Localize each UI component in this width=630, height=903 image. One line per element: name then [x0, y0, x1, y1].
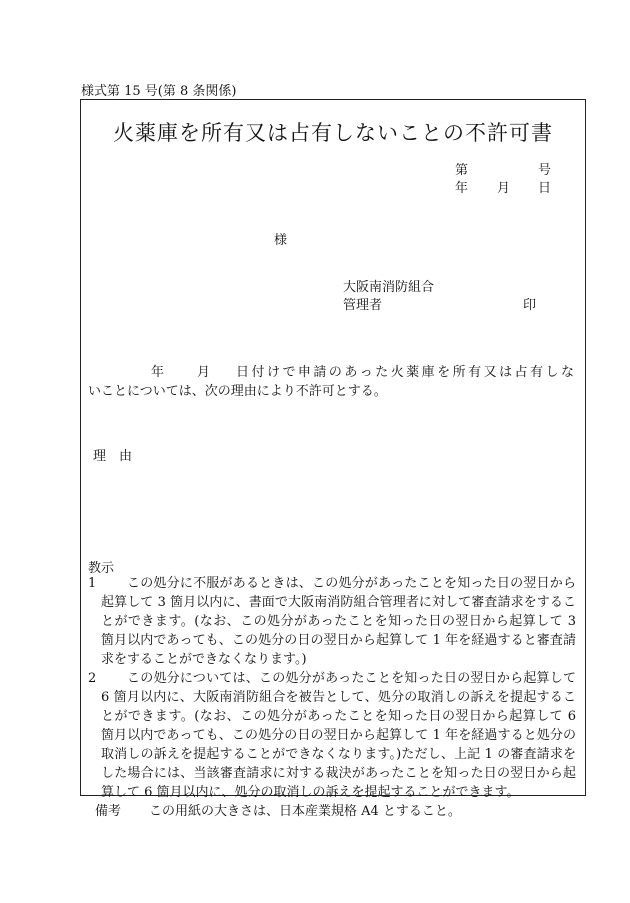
document-title: 火薬庫を所有又は占有しないことの不許可書	[113, 121, 553, 145]
date-year-label: 年	[455, 181, 469, 196]
body-line-2: いことについては、次の理由により不許可とする。	[88, 384, 387, 399]
date-day-label: 日	[538, 181, 552, 196]
form-number-label: 様式第 15 号(第 8 条関係)	[81, 84, 237, 99]
instruction-item-number: 2	[88, 671, 97, 686]
body-year-label: 年	[151, 365, 165, 380]
instruction-item-number: 1	[88, 576, 97, 591]
issuer-organization: 大阪南消防組合	[343, 280, 435, 295]
addressee-suffix: 様	[274, 233, 288, 248]
number-prefix: 第	[455, 163, 469, 178]
reason-label: 理 由	[93, 449, 133, 464]
instruction-item-text: この処分については、この処分があったことを知った日の翌日から起算して 6 箇月以内に、大阪南消防組合を被告として、処分の取消しの訴えを提起することができます。(なお、この処分があったことを知った日の翌日から起算して 6 箇月以内であっても、この処分の日の翌日から起算して 1 年を経過すると処分の取消しの訴えを提起することができなくなります。)ただし、上記 1 の審査請求をした場合には、当該審査請求に対する裁決があったことを知った日の翌日から起算して 6 箇月以内に、処分の取消しの訴えを提起することができます。	[101, 671, 576, 800]
instruction-item	[88, 669, 576, 802]
remarks-text: この用紙の大きさは、日本産業規格 A4 とすること。	[149, 804, 461, 819]
number-suffix: 号	[538, 163, 552, 178]
instruction-list	[88, 574, 576, 802]
instruction-item	[88, 574, 576, 669]
body-line-1: 日付けで申請のあった火薬庫を所有又は占有しな	[236, 365, 574, 380]
instruction-heading: 教示	[88, 561, 115, 576]
body-month-label: 月	[197, 365, 211, 380]
seal-label: 印	[523, 298, 537, 313]
date-month-label: 月	[497, 181, 511, 196]
issuer-title: 管理者	[343, 298, 383, 313]
remarks-label: 備考	[95, 804, 122, 819]
instruction-item-text: この処分に不服があるときは、この処分があったことを知った日の翌日から起算して 3 箇月以内に、書面で大阪南消防組合管理者に対して審査請求をすることができます。(なお、この処分があったことを知った日の翌日から起算して 3 箇月以内であっても、この処分の日の翌日から起算して 1 年を経過すると審査請求をすることができなくなります。)	[101, 576, 576, 667]
